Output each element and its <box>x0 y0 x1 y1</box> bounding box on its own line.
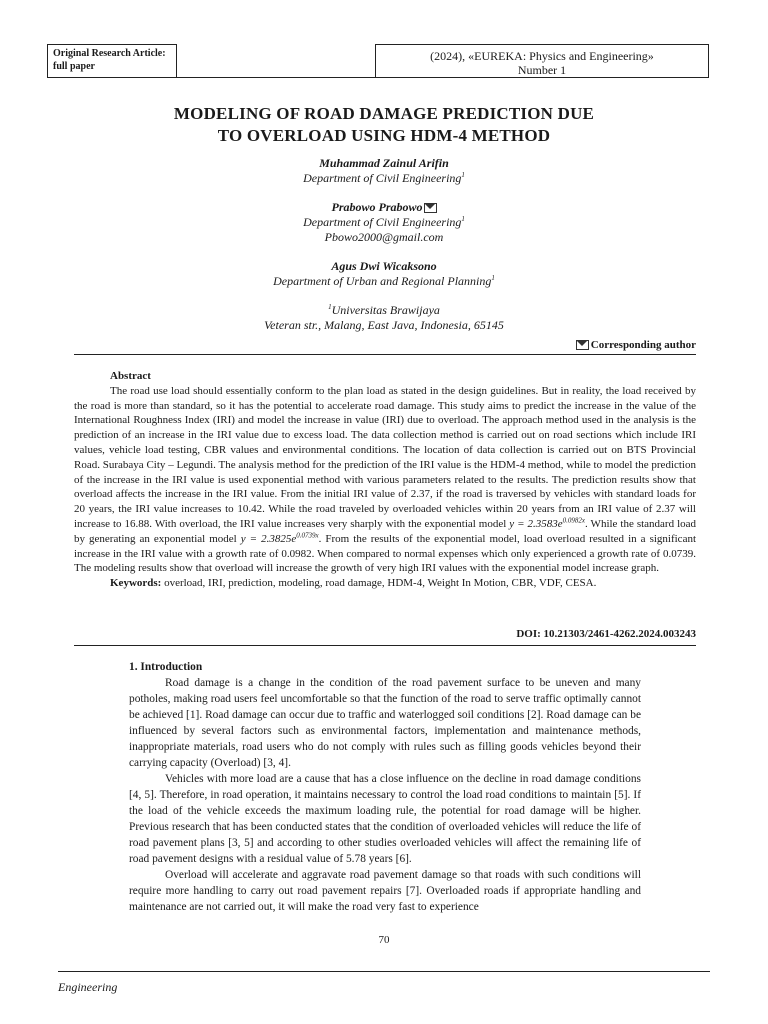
paragraph-1: Road damage is a change in the condition of the road pavement surface to be uneven and many potholes, making road users feel uncomfortable so that the function of the road to serve traffic optimally cannot be achieved [1]. Road damage can occur due to traffic and waterlogged soil conditions [2]. Road damage can be influenced by several factors such as environmental factors, implementation and maintenance methods, inappropriate materials, road users who do not comply with rules such as filling goods vehicles beyond their carrying capacity (Overload) [3, 4]. <box>129 677 641 769</box>
section-heading: 1. Introduction <box>129 661 203 673</box>
page-number: 70 <box>378 934 390 946</box>
doi[interactable]: DOI: 10.21303/2461-4262.2024.003243 <box>516 628 696 640</box>
envelope-icon <box>576 340 589 350</box>
author-name-1: Muhammad Zainul Arifin <box>319 156 449 170</box>
footer-rule <box>58 971 710 972</box>
author-block <box>80 156 688 333</box>
author-2-line <box>80 200 688 215</box>
corresponding-author-note: Corresponding author <box>74 339 696 351</box>
author-dept-3: Department of Urban and Regional Planning$^1$ <box>273 274 495 288</box>
title-line1: MODELING OF ROAD DAMAGE PREDICTION DUE <box>173 104 595 123</box>
article-type-line1: Original Research Article: <box>53 48 166 59</box>
abstract-section <box>74 369 696 591</box>
paragraph-3: Overload will accelerate and aggravate road pavement damage so that roads with such conditions will require more handling to carry out road pavement repairs [7]. Overloaded roads if appropriate handling and maintenance are not carried out, it will make the road very fast to experience <box>129 869 641 913</box>
affiliation-name: $^1$Universitas Brawijaya <box>328 303 440 317</box>
article-type-line2: full paper <box>53 61 95 72</box>
author-dept-1: Department of Civil Engineering$^1$ <box>303 171 465 185</box>
abstract-heading: Abstract <box>110 370 151 382</box>
envelope-icon <box>424 203 437 213</box>
abstract-top-rule <box>74 354 696 355</box>
abstract-text: The road use load should essentially conform to the plan load as stated in the design guidelines. But in reality, the load received by the road is more than standard, so it has the potential to accelerate road damage. This study aims to predict the increase in the value of the International Roughness Index (IRI) and model the increase in value (IRI) due to overload. The approach method used in the analysis is the prediction of an increase in the IRI value due to excess load. The data collection method is carried out on road sections which include IRI values, vehicle load testing, CBR values and environmental conditions. The location of data collection is carried out on BTS Provincial Road. Surabaya City – Legundi. The analysis method for the prediction of the IRI value is the HDM-4 method, while to model the prediction of the increase in the IRI value is used exponential method with various parameters related to the results. The prediction results show that overload affects the increase in the IRI value. From the initial IRI value of 2.37, if the road is traversed by vehicles with standard loads for 20 years, the IRI value increases to 10.42. While the road traveled by overloaded vehicles within 20 years from an IRI value of 2.37 will increase to 16.88. With overload, the IRI value increases very sharply with the exponential model $y = 2.3583e^{0.0982x}$. While the standard load by generating an exponential model $y = 2.3825e^{0.0739x}$. From the results of the exponential model, load overload resulted in a significant increase in the IRI value with a growth rate of 0.0982. When compared to normal expenses which only experienced a growth rate of 0.0739. The modeling results show that overload will increase the growth of very high IRI values with the exponential model increase graph. <box>74 384 697 575</box>
author-dept-2: Department of Civil Engineering$^1$ <box>303 215 465 229</box>
journal-box <box>375 44 709 78</box>
paper-title <box>80 103 688 147</box>
affiliation-address: Veteran str., Malang, East Java, Indonesia, 65145 <box>264 318 504 332</box>
keywords: Keywords: overload, IRI, prediction, modeling, road damage, HDM-4, Weight In Motion, CBR, VDF, CESA. <box>110 577 597 590</box>
header-rule <box>47 77 709 78</box>
journal-line2: Number 1 <box>517 63 567 77</box>
paragraph-2: Vehicles with more load are a cause that has a close influence on the decline in road damage conditions [4, 5]. Therefore, in road operation, it maintains necessary to control the load road conditions to maintain [5]. If the load of the vehicle exceeds the maximum loading rule, the potential for road damage will be higher. Previous research that has been conducted states that the condition of overloaded vehicles will reduce the life of road pavement plans [3, 5] and according to other studies overloaded vehicles will affect the remaining life of road pavement designs with a residual value of 5.78 years [6]. <box>129 773 641 865</box>
introduction-section <box>129 659 641 915</box>
author-name-3: Agus Dwi Wicaksono <box>331 259 437 273</box>
title-line2: TO OVERLOAD USING HDM-4 METHOD <box>217 126 551 145</box>
author-email[interactable]: Pbowo2000@gmail.com <box>324 230 444 244</box>
journal-line1: (2024), «EUREKA: Physics and Engineering» <box>430 49 654 63</box>
doi-rule <box>74 645 696 646</box>
author-name-2: Prabowo Prabowo <box>331 200 423 214</box>
footer-label: Engineering <box>58 980 118 994</box>
article-type-box <box>47 44 177 78</box>
